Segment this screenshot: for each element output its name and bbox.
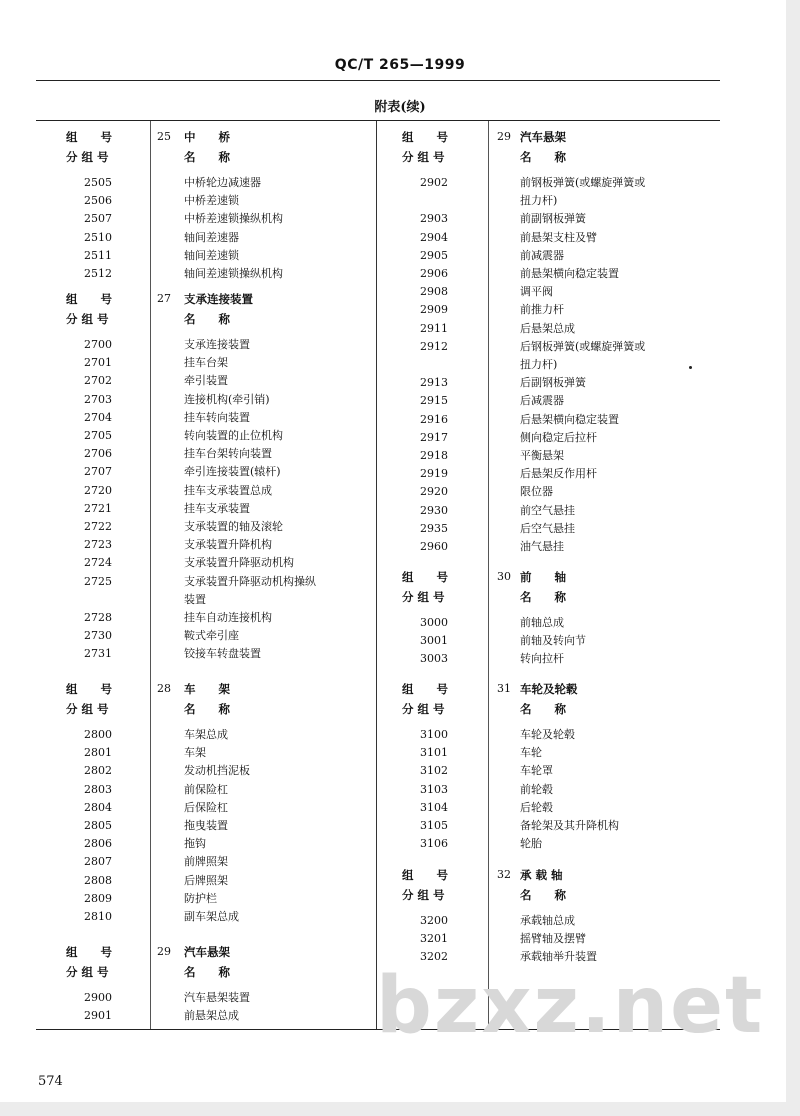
subgroup-name: 前钢板弹簧(或螺旋弹簧或 [520, 176, 646, 189]
page-number: 574 [38, 1074, 63, 1089]
subgroup-code: 2903 [420, 212, 448, 226]
subgroup-code: 2917 [420, 430, 448, 444]
subgroup-name: 前悬架横向稳定装置 [520, 267, 619, 280]
subgroup-name: 限位器 [520, 485, 553, 499]
subgroup-label: 分 组 号 [402, 590, 445, 604]
group-label: 组 号 [66, 682, 112, 696]
subgroup-code: 2908 [420, 285, 448, 299]
group-name: 车轮及轮毂 [520, 682, 578, 696]
subgroup-code: 2701 [84, 356, 112, 370]
subgroup-code: 2805 [84, 819, 112, 832]
subgroup-code: 3102 [420, 764, 448, 778]
right-inner-divider [488, 121, 489, 1029]
subgroup-code: 2720 [84, 483, 112, 497]
name-label: 名 称 [520, 150, 566, 164]
subgroup-code: 2916 [420, 412, 448, 426]
subgroup-name: 发动机挡泥板 [184, 764, 250, 778]
subgroup-name: 后空气悬挂 [520, 521, 575, 535]
subgroup-name: 中桥轮边减速器 [184, 176, 261, 189]
subgroup-name: 支承连接装置 [184, 338, 250, 351]
subgroup-code: 2505 [84, 176, 112, 189]
subgroup-code: 2808 [84, 873, 112, 887]
subgroup-name: 鞍式牵引座 [184, 629, 239, 643]
subgroup-name: 拖曳装置 [184, 819, 228, 832]
left-inner-divider [150, 121, 151, 1029]
subgroup-code: 2725 [84, 574, 112, 588]
subgroup-code: 2810 [84, 910, 112, 923]
subgroup-name: 轮胎 [520, 837, 542, 851]
subgroup-code: 2506 [84, 194, 112, 208]
subgroup-name: 后钢板弹簧(或螺旋弹簧或 [520, 339, 646, 353]
subgroup-code: 3003 [420, 652, 448, 666]
group-name: 前 轴 [520, 570, 566, 584]
group-name: 支承连接装置 [184, 292, 253, 306]
subgroup-code: 3202 [420, 950, 448, 964]
group-label: 组 号 [402, 570, 448, 584]
subgroup-name: 轴间差速器 [184, 230, 239, 244]
subgroup-name: 防护栏 [184, 891, 217, 905]
subgroup-name: 备轮架及其升降机构 [520, 819, 619, 832]
subgroup-code: 2906 [420, 267, 448, 280]
name-label: 名 称 [520, 590, 566, 604]
subgroup-code: 2920 [420, 485, 448, 499]
subgroup-code: 2904 [420, 230, 448, 244]
group-label: 组 号 [402, 868, 448, 882]
subgroup-name: 前牌照架 [184, 855, 228, 869]
subgroup-name: 前空气悬挂 [520, 503, 575, 517]
subgroup-name: 车轮 [520, 746, 542, 760]
subgroup-name: 前轴总成 [520, 616, 564, 629]
subgroup-name: 车架总成 [184, 728, 228, 741]
subgroup-code: 2803 [84, 782, 112, 796]
subgroup-name: 支承装置升降驱动机构 [184, 556, 294, 570]
subgroup-name: 后牌照架 [184, 873, 228, 887]
name-label: 名 称 [184, 312, 230, 326]
subgroup-name: 轴间差速锁 [184, 248, 239, 262]
subgroup-name: 挂车自动连接机构 [184, 611, 272, 624]
subgroup-code: 3200 [420, 914, 448, 927]
subgroup-code: 2700 [84, 338, 112, 351]
subgroup-name: 挂车转向装置 [184, 410, 250, 424]
subgroup-name: 前悬架总成 [184, 1009, 239, 1023]
subgroup-name: 扭力杆) [520, 194, 558, 208]
name-label: 名 称 [184, 150, 230, 164]
group-number: 25 [157, 130, 171, 143]
subgroup-code: 2935 [420, 521, 448, 535]
subgroup-code: 2511 [84, 248, 112, 262]
group-number: 29 [157, 945, 171, 958]
subgroup-code: 2905 [420, 248, 448, 262]
watermark: bzxz.net [376, 961, 765, 1051]
subgroup-code: 2809 [84, 891, 112, 905]
subgroup-code: 2912 [420, 339, 448, 353]
group-number: 30 [497, 570, 511, 583]
subgroup-name: 后副钢板弹簧 [520, 376, 586, 390]
group-name: 承 载 轴 [520, 868, 563, 882]
subgroup-code: 3105 [420, 819, 448, 832]
subgroup-code: 2704 [84, 410, 112, 424]
subgroup-code: 2901 [84, 1009, 112, 1023]
subgroup-name: 后轮毂 [520, 800, 553, 814]
subgroup-name: 后悬架反作用杆 [520, 467, 597, 481]
subgroup-name: 前保险杠 [184, 782, 228, 796]
group-number: 28 [157, 682, 171, 695]
subgroup-name: 后减震器 [520, 394, 564, 408]
subgroup-code: 3000 [420, 616, 448, 629]
subgroup-label: 分 组 号 [66, 150, 109, 164]
subgroup-code: 3103 [420, 782, 448, 796]
group-number: 29 [497, 130, 511, 143]
subgroup-name: 支承装置升降驱动机构操纵 [184, 574, 316, 588]
subgroup-code: 3100 [420, 728, 448, 741]
subgroup-name: 前减震器 [520, 248, 564, 262]
subgroup-name: 支承装置的轴及滚轮 [184, 520, 283, 533]
subgroup-name: 平衡悬架 [520, 449, 564, 462]
subgroup-name: 车架 [184, 746, 206, 760]
subgroup-name: 调平阀 [520, 285, 553, 299]
table-title: 附表(续) [374, 100, 426, 115]
group-number: 32 [497, 868, 511, 881]
subgroup-code: 2960 [420, 540, 448, 553]
name-label: 名 称 [184, 965, 230, 979]
subgroup-code: 2930 [420, 503, 448, 517]
subgroup-name: 油气悬挂 [520, 540, 564, 553]
subgroup-code: 2707 [84, 465, 112, 479]
subgroup-code: 2807 [84, 855, 112, 869]
subgroup-name: 连接机构(牵引销) [184, 392, 270, 406]
subgroup-code: 2918 [420, 449, 448, 462]
subgroup-code: 2731 [84, 647, 112, 661]
subgroup-label: 分 组 号 [66, 702, 109, 716]
subgroup-code: 2915 [420, 394, 448, 408]
subgroup-name: 支承装置升降机构 [184, 538, 272, 552]
subgroup-code: 3104 [420, 800, 448, 814]
column-divider [376, 121, 377, 1029]
subgroup-name: 转向拉杆 [520, 652, 564, 666]
subgroup-name: 牵引连接装置(辕杆) [184, 465, 281, 479]
subgroup-code: 2507 [84, 212, 112, 226]
subgroup-name: 承载轴总成 [520, 914, 575, 927]
subgroup-name: 后悬架横向稳定装置 [520, 412, 619, 426]
subgroup-code: 2728 [84, 611, 112, 624]
group-label: 组 号 [66, 130, 112, 144]
group-number: 27 [157, 292, 171, 305]
subgroup-name: 车轮及轮毂 [520, 728, 575, 741]
subgroup-code: 3001 [420, 634, 448, 648]
stray-mark [689, 366, 692, 369]
subgroup-name: 前推力杆 [520, 303, 564, 317]
subgroup-code: 2702 [84, 374, 112, 388]
subgroup-label: 分 组 号 [66, 965, 109, 979]
subgroup-code: 2510 [84, 230, 112, 244]
table-top-rule [36, 120, 720, 121]
page-header: QC/T 265—1999 [334, 57, 466, 73]
subgroup-name: 车轮罩 [520, 764, 553, 778]
name-label: 名 称 [184, 702, 230, 716]
subgroup-label: 分 组 号 [402, 888, 445, 902]
subgroup-name: 汽车悬架装置 [184, 991, 250, 1004]
subgroup-name: 后悬架总成 [520, 321, 575, 335]
group-label: 组 号 [402, 682, 448, 696]
subgroup-name: 装置 [184, 592, 206, 606]
subgroup-code: 2722 [84, 520, 112, 533]
subgroup-name: 中桥差速锁操纵机构 [184, 212, 283, 226]
group-name: 汽车悬架 [184, 945, 230, 959]
subgroup-name: 挂车支承装置 [184, 501, 250, 515]
group-name: 汽车悬架 [520, 130, 566, 144]
subgroup-code: 2730 [84, 629, 112, 643]
subgroup-name: 中桥差速锁 [184, 194, 239, 208]
subgroup-code: 2909 [420, 303, 448, 317]
group-name: 车 架 [184, 682, 230, 696]
subgroup-code: 2721 [84, 501, 112, 515]
subgroup-code: 2913 [420, 376, 448, 390]
subgroup-name: 前轮毂 [520, 782, 553, 796]
subgroup-name: 挂车台架转向装置 [184, 447, 272, 461]
subgroup-name: 挂车支承装置总成 [184, 483, 272, 497]
subgroup-label: 分 组 号 [402, 702, 445, 716]
subgroup-name: 摇臂轴及摆臂 [520, 932, 586, 946]
subgroup-label: 分 组 号 [66, 312, 109, 326]
subgroup-name: 承载轴举升装置 [520, 950, 597, 964]
subgroup-name: 后保险杠 [184, 800, 228, 814]
subgroup-code: 3106 [420, 837, 448, 851]
subgroup-code: 2705 [84, 429, 112, 442]
subgroup-code: 3101 [420, 746, 448, 760]
group-label: 组 号 [402, 130, 448, 144]
group-label: 组 号 [66, 292, 112, 306]
subgroup-code: 2703 [84, 392, 112, 406]
subgroup-name: 前悬架支柱及臂 [520, 230, 597, 244]
subgroup-code: 2800 [84, 728, 112, 741]
subgroup-code: 2804 [84, 800, 112, 814]
subgroup-code: 2911 [420, 321, 448, 335]
subgroup-code: 2706 [84, 447, 112, 461]
subgroup-label: 分 组 号 [402, 150, 445, 164]
subgroup-code: 3201 [420, 932, 448, 946]
group-number: 31 [497, 682, 511, 695]
subgroup-name: 拖钩 [184, 837, 206, 851]
name-label: 名 称 [520, 888, 566, 902]
subgroup-code: 2801 [84, 746, 112, 760]
page-edge-right [786, 0, 800, 1116]
subgroup-name: 扭力杆) [520, 358, 558, 371]
subgroup-code: 2802 [84, 764, 112, 778]
subgroup-name: 副车架总成 [184, 910, 239, 923]
subgroup-code: 2900 [84, 991, 112, 1004]
page-edge-bottom [0, 1102, 800, 1116]
name-label: 名 称 [520, 702, 566, 716]
subgroup-name: 前轴及转向节 [520, 634, 586, 648]
subgroup-name: 前副钢板弹簧 [520, 212, 586, 226]
subgroup-name: 转向装置的止位机构 [184, 429, 283, 442]
subgroup-name: 挂车台架 [184, 356, 228, 370]
header-rule [36, 80, 720, 81]
subgroup-code: 2902 [420, 176, 448, 189]
subgroup-name: 牵引装置 [184, 374, 228, 388]
subgroup-code: 2919 [420, 467, 448, 481]
subgroup-code: 2806 [84, 837, 112, 851]
subgroup-name: 轴间差速锁操纵机构 [184, 267, 283, 280]
subgroup-code: 2723 [84, 538, 112, 552]
subgroup-name: 侧向稳定后拉杆 [520, 430, 597, 444]
group-label: 组 号 [66, 945, 112, 959]
subgroup-code: 2512 [84, 267, 112, 280]
group-name: 中 桥 [184, 130, 230, 144]
subgroup-code: 2724 [84, 556, 112, 570]
subgroup-name: 铰接车转盘装置 [184, 647, 261, 661]
